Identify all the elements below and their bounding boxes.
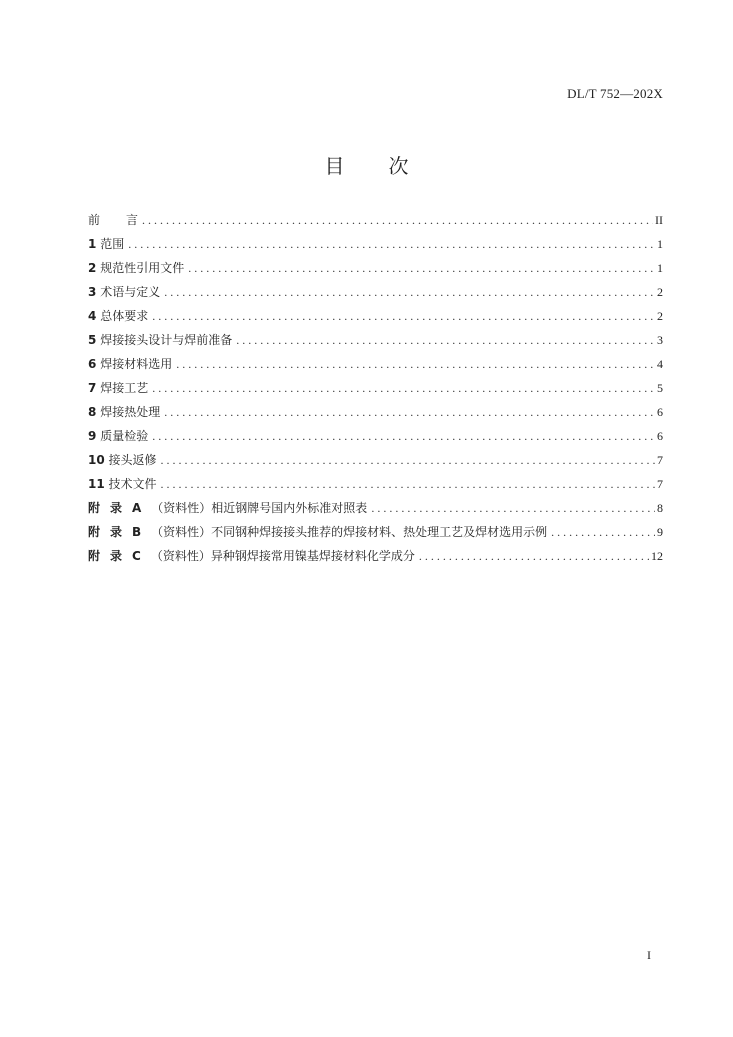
toc-entry-page: 6 bbox=[657, 429, 663, 443]
toc-dot-leader bbox=[188, 261, 655, 276]
toc-entry-number: 2 bbox=[88, 261, 97, 275]
toc-entry-page: 7 bbox=[657, 453, 663, 467]
toc-entry-title: 接头返修 bbox=[108, 453, 157, 467]
toc-entry-number: 3 bbox=[88, 285, 97, 299]
toc-entry-number: 6 bbox=[88, 357, 97, 371]
toc-entry-number: 10 bbox=[88, 453, 105, 467]
toc-entry-number: 4 bbox=[88, 309, 97, 323]
toc-entry-label bbox=[88, 235, 128, 252]
toc-entry-label bbox=[88, 451, 161, 468]
toc-entry-number: 5 bbox=[88, 333, 97, 347]
toc-entry-title: 术语与定义 bbox=[100, 285, 161, 299]
toc-entry-label bbox=[88, 475, 161, 492]
toc-entry-label bbox=[88, 211, 142, 228]
toc-entry[interactable] bbox=[88, 259, 663, 283]
toc-entry-page: 12 bbox=[651, 549, 663, 563]
toc-entry-label bbox=[88, 403, 164, 420]
toc-entry-label bbox=[88, 427, 152, 444]
toc-entry[interactable] bbox=[88, 547, 663, 571]
toc-entry-number: 8 bbox=[88, 405, 97, 419]
toc-entry-number: 11 bbox=[88, 477, 105, 491]
toc-entry-label bbox=[88, 547, 419, 564]
toc-entry-number: 1 bbox=[88, 237, 97, 251]
toc-dot-leader bbox=[152, 309, 655, 324]
toc-entry-label bbox=[88, 499, 371, 516]
toc-entry-page: 1 bbox=[657, 237, 663, 251]
toc-entry-title: 焊接工艺 bbox=[100, 381, 149, 395]
toc-entry[interactable] bbox=[88, 355, 663, 379]
toc-entry-page: 1 bbox=[657, 261, 663, 275]
toc-entry-title: 焊接接头设计与焊前准备 bbox=[100, 333, 233, 347]
toc-entry-page: 3 bbox=[657, 333, 663, 347]
toc-entry[interactable] bbox=[88, 475, 663, 499]
toc-entry-label bbox=[88, 283, 164, 300]
toc-entry[interactable] bbox=[88, 499, 663, 523]
toc-entry-title: 总体要求 bbox=[100, 309, 149, 323]
toc-entry[interactable] bbox=[88, 307, 663, 331]
toc-dot-leader bbox=[164, 285, 655, 300]
toc-entry-title: 焊接热处理 bbox=[100, 405, 161, 419]
toc-entry-page: 8 bbox=[657, 501, 663, 515]
toc-dot-leader bbox=[236, 333, 655, 348]
toc-entry-number: 附录A bbox=[88, 501, 152, 515]
toc-entry-page: II bbox=[655, 213, 663, 227]
toc-dot-leader bbox=[142, 213, 653, 228]
toc-entry-label bbox=[88, 331, 236, 348]
toc-entry[interactable] bbox=[88, 283, 663, 307]
toc-entry[interactable] bbox=[88, 451, 663, 475]
toc-dot-leader bbox=[152, 429, 655, 444]
toc-dot-leader bbox=[161, 453, 655, 468]
toc-dot-leader bbox=[419, 549, 649, 564]
toc-entry-title: 质量检验 bbox=[100, 429, 149, 443]
toc-entry[interactable] bbox=[88, 427, 663, 451]
toc-entry-number: 9 bbox=[88, 429, 97, 443]
toc-entry-label bbox=[88, 523, 551, 540]
toc-entry[interactable] bbox=[88, 331, 663, 355]
toc-entry-title: （资料性）异种钢焊接常用镍基焊接材料化学成分 bbox=[150, 549, 415, 563]
toc-entry[interactable] bbox=[88, 523, 663, 547]
toc-entry-page: 5 bbox=[657, 381, 663, 395]
toc-entry[interactable] bbox=[88, 379, 663, 403]
toc-entry-page: 6 bbox=[657, 405, 663, 419]
toc-entry-title: （资料性）相近钢牌号国内外标准对照表 bbox=[151, 501, 368, 515]
page-number: I bbox=[647, 948, 651, 962]
toc-dot-leader bbox=[164, 405, 655, 420]
toc-entry-title: 技术文件 bbox=[108, 477, 157, 491]
toc-entry-title: 范围 bbox=[100, 237, 125, 251]
toc-entry-page: 2 bbox=[657, 285, 663, 299]
toc-entry-title-part: 言 bbox=[126, 213, 139, 227]
toc-entry-title: 规范性引用文件 bbox=[100, 261, 185, 275]
toc-dot-leader bbox=[161, 477, 655, 492]
toc-entry-label bbox=[88, 355, 176, 372]
toc-entry-label bbox=[88, 259, 188, 276]
toc-dot-leader bbox=[128, 237, 655, 252]
table-of-contents bbox=[88, 211, 663, 571]
toc-entry-number: 7 bbox=[88, 381, 97, 395]
toc-entry-page: 9 bbox=[657, 525, 663, 539]
document-code: DL/T 752—202X bbox=[567, 86, 663, 101]
toc-entry-label bbox=[88, 379, 152, 396]
toc-entry-title: （资料性）不同钢种焊接接头推荐的焊接材料、热处理工艺及焊材选用示例 bbox=[151, 525, 548, 539]
toc-entry-title: 焊接材料选用 bbox=[100, 357, 173, 371]
toc-entry-number: 附录C bbox=[88, 549, 151, 563]
toc-dot-leader bbox=[551, 525, 655, 540]
toc-dot-leader bbox=[176, 357, 655, 372]
toc-entry[interactable] bbox=[88, 403, 663, 427]
toc-entry-page: 2 bbox=[657, 309, 663, 323]
toc-entry-page: 7 bbox=[657, 477, 663, 491]
toc-entry[interactable] bbox=[88, 211, 663, 235]
toc-entry-number: 附录B bbox=[88, 525, 152, 539]
toc-dot-leader bbox=[371, 501, 655, 516]
toc-title: 目次 bbox=[324, 154, 453, 178]
toc-entry-label bbox=[88, 307, 152, 324]
toc-entry-title-part: 前 bbox=[88, 213, 101, 227]
toc-entry[interactable] bbox=[88, 235, 663, 259]
toc-entry-page: 4 bbox=[657, 357, 663, 371]
toc-dot-leader bbox=[152, 381, 655, 396]
